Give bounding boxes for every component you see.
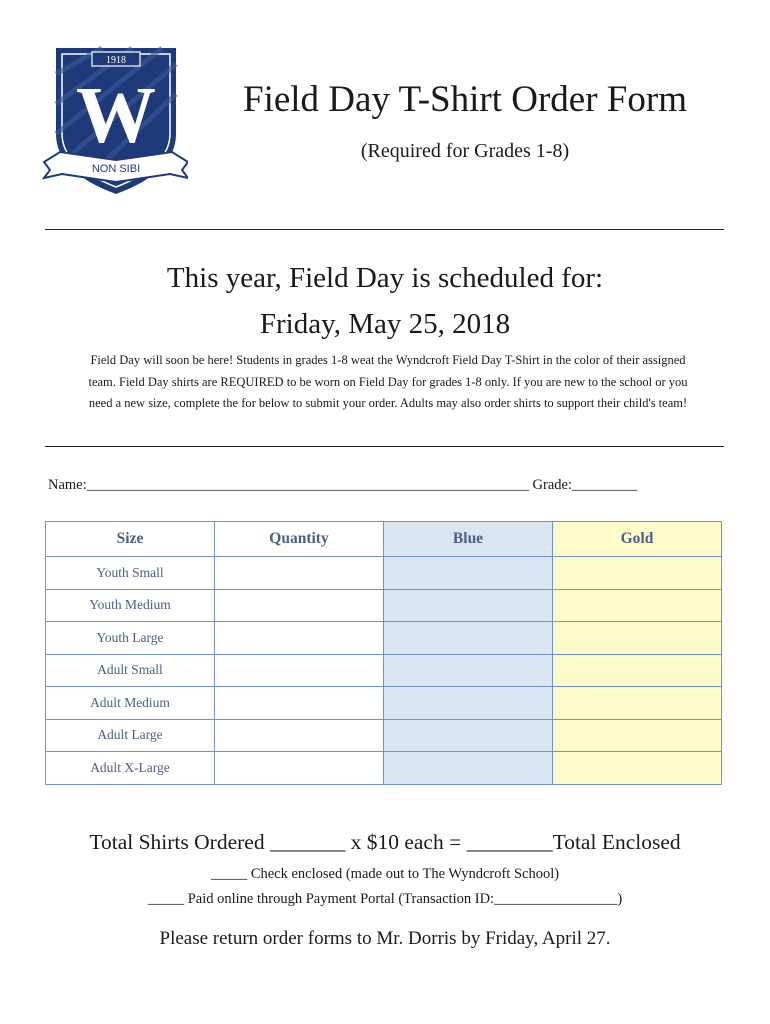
order-table — [45, 521, 722, 785]
table-row — [46, 589, 722, 622]
table-header-row — [46, 522, 722, 557]
blue-cell[interactable] — [384, 687, 553, 720]
intro-line: Field Day will soon be here! Students in grades 1-8 weat the Wyndcroft Field Day T-Shirt in the color of their assigned — [90, 353, 686, 367]
crest-year: 1918 — [106, 55, 126, 66]
table-row — [46, 719, 722, 752]
schedule-heading: This year, Field Day is scheduled for: — [166, 262, 604, 294]
quantity-cell[interactable] — [215, 589, 384, 622]
gold-cell[interactable] — [553, 752, 722, 785]
blue-cell[interactable] — [384, 719, 553, 752]
size-label: Adult Medium — [46, 687, 215, 720]
grade-label: Grade: — [532, 477, 572, 493]
column-header-size: Size — [46, 522, 215, 557]
blue-cell[interactable] — [384, 557, 553, 590]
size-label: Adult Small — [46, 654, 215, 687]
gold-cell[interactable] — [553, 687, 722, 720]
blue-cell[interactable] — [384, 589, 553, 622]
intro-line: need a new size, complete the for below to submit your order. Adults may also order shirts to support their child's team! — [88, 396, 688, 410]
return-instructions: Please return order forms to Mr. Dorris by Friday, April 27. — [159, 928, 611, 949]
size-label: Youth Medium — [46, 589, 215, 622]
schedule-date: Friday, May 25, 2018 — [259, 308, 511, 340]
size-label: Adult Large — [46, 719, 215, 752]
blue-cell[interactable] — [384, 654, 553, 687]
table-row — [46, 557, 722, 590]
name-label: Name: — [48, 477, 87, 493]
divider — [45, 446, 724, 447]
column-header-quantity: Quantity — [215, 522, 384, 557]
paid-online-line: _____ Paid online through Payment Portal (Transaction ID:_________________) — [147, 891, 623, 907]
quantity-cell[interactable] — [215, 557, 384, 590]
quantity-cell[interactable] — [215, 654, 384, 687]
gold-cell[interactable] — [553, 557, 722, 590]
name-field[interactable]: _____________________________________________________________ — [86, 477, 529, 493]
gold-cell[interactable] — [553, 622, 722, 655]
table-row — [46, 687, 722, 720]
gold-cell[interactable] — [553, 589, 722, 622]
crest-motto: NON SIBI — [91, 163, 141, 175]
column-header-gold: Gold — [553, 522, 722, 557]
school-crest-logo — [42, 44, 188, 196]
gold-cell[interactable] — [553, 719, 722, 752]
column-header-blue: Blue — [384, 522, 553, 557]
quantity-cell[interactable] — [215, 752, 384, 785]
check-enclosed-line: _____ Check enclosed (made out to The Wyndcroft School) — [210, 866, 560, 882]
crest-letter: W — [76, 72, 156, 160]
quantity-cell[interactable] — [215, 687, 384, 720]
grade-field[interactable]: _________ — [571, 477, 638, 493]
divider — [45, 229, 724, 230]
total-line: Total Shirts Ordered _______ x $10 each = ________Total Enclosed — [89, 830, 681, 854]
table-row — [46, 622, 722, 655]
form-title: Field Day T-Shirt Order Form — [243, 79, 687, 120]
size-label: Adult X-Large — [46, 752, 215, 785]
intro-paragraph — [48, 350, 728, 415]
table-row — [46, 752, 722, 785]
quantity-cell[interactable] — [215, 622, 384, 655]
table-row — [46, 654, 722, 687]
name-grade-line — [48, 477, 728, 494]
blue-cell[interactable] — [384, 622, 553, 655]
blue-cell[interactable] — [384, 752, 553, 785]
quantity-cell[interactable] — [215, 719, 384, 752]
size-label: Youth Large — [46, 622, 215, 655]
intro-line: team. Field Day shirts are REQUIRED to be worn on Field Day for grades 1-8 only. If you are new to the school or you — [88, 374, 688, 389]
gold-cell[interactable] — [553, 654, 722, 687]
form-subtitle: (Required for Grades 1-8) — [360, 140, 570, 162]
size-label: Youth Small — [46, 557, 215, 590]
